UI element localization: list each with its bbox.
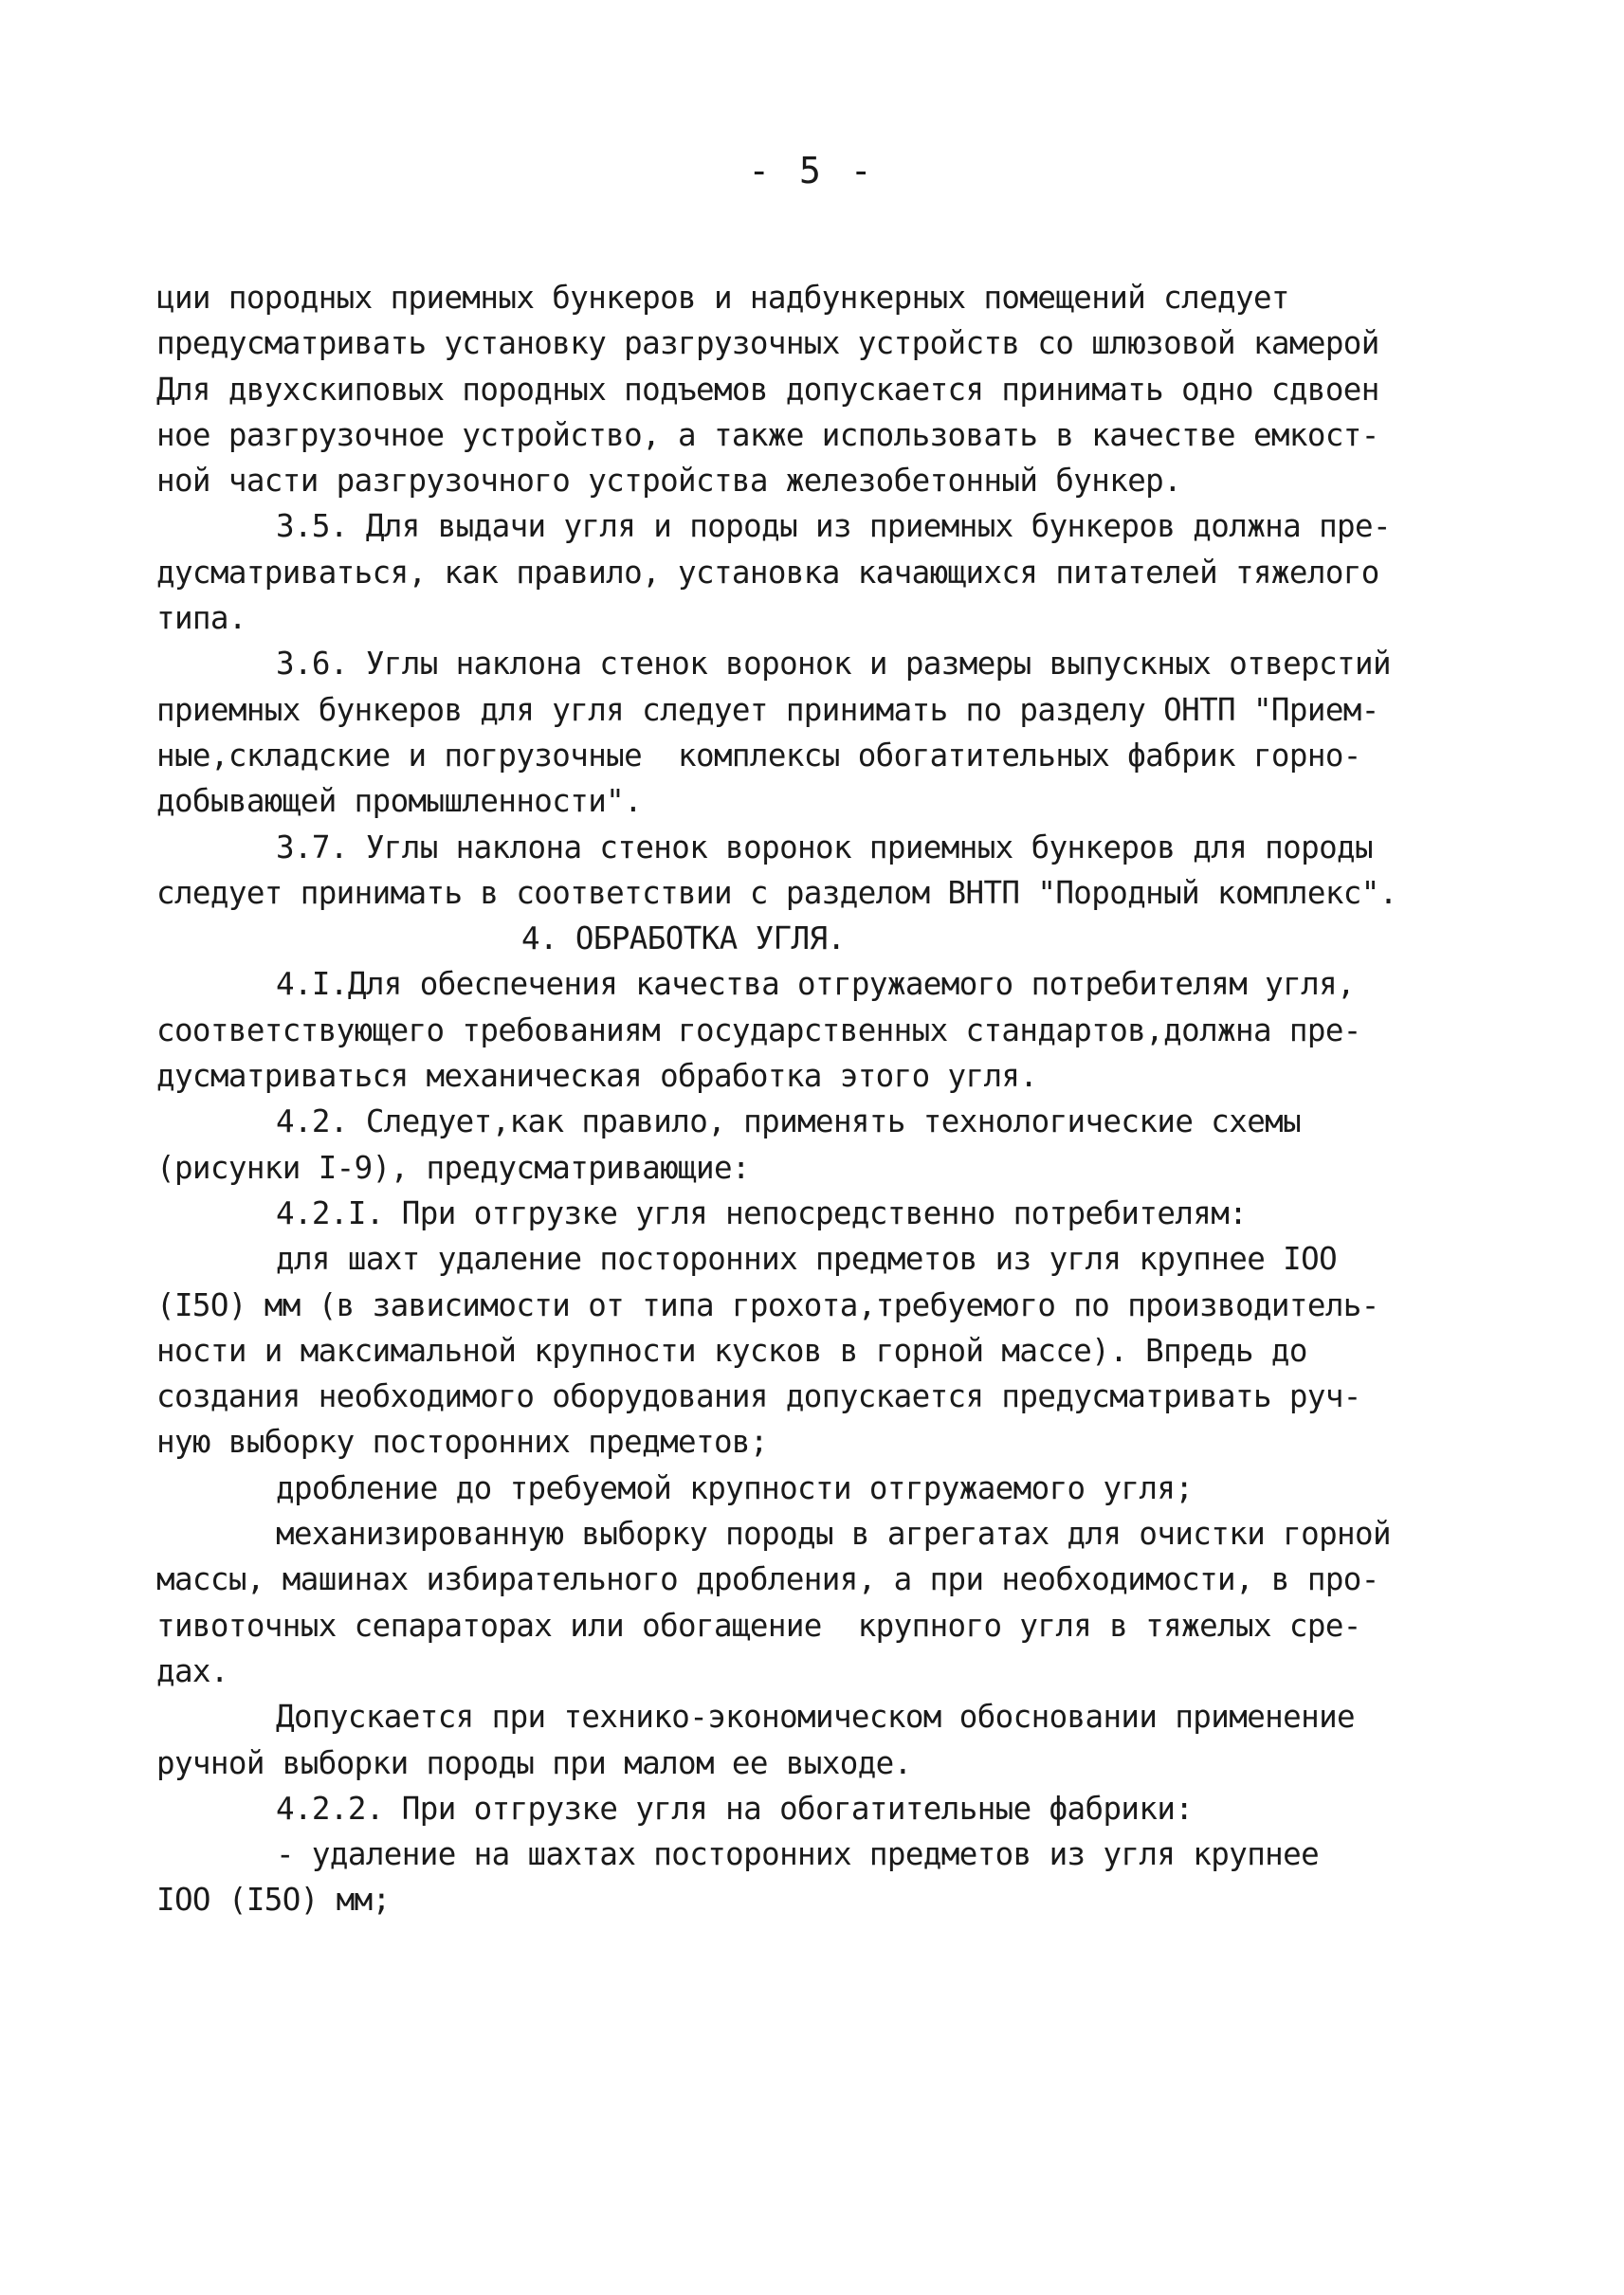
paragraph-3-5: 3.5. Для выдачи угля и породы из приемных бункеров должна пре-: [276, 508, 1391, 545]
text-line: добывающей промышленности".: [156, 783, 643, 820]
text-line: ное разгрузочное устройство, а также использовать в качестве емкост-: [156, 416, 1379, 453]
text-line: - удаление на шахтах посторонних предметов из угля крупнее: [276, 1836, 1320, 1873]
text-line: создания необходимого оборудования допускается предусматривать руч-: [156, 1378, 1361, 1415]
text-line: приемных бункеров для угля следует принимать по разделу ОНТП "Прием-: [156, 691, 1379, 728]
text-line: соответствующего требованиям государственных стандартов,должна пре-: [156, 1011, 1361, 1048]
paragraph-4-2-1: 4.2.I. При отгрузке угля непосредственно потребителям:: [276, 1194, 1248, 1231]
text-line: дах.: [156, 1652, 228, 1689]
text-line: IOO (I5O) мм;: [156, 1882, 391, 1919]
text-line: следует принимать в соответствии с разделом ВНТП "Породный комплекс".: [156, 874, 1397, 911]
text-line: массы, машинах избирательного дробления, а при необходимости, в про-: [156, 1561, 1379, 1598]
text-line: ности и максимальной крупности кусков в горной массе). Впредь до: [156, 1332, 1307, 1369]
text-line: тивоточных сепараторах или обогащение крупного угля в тяжелых сре-: [156, 1607, 1361, 1644]
paragraph-4-2-2: 4.2.2. При отгрузке угля на обогатительные фабрики:: [276, 1790, 1194, 1827]
text-line: (I5O) мм (в зависимости от типа грохота,требуемого по производитель-: [156, 1286, 1379, 1323]
text-line: механизированную выборку породы в агрегатах для очистки горной: [276, 1516, 1391, 1553]
text-line: ную выборку посторонних предметов;: [156, 1424, 768, 1461]
text-line: ции породных приемных бункеров и надбункерных помещений следует: [156, 280, 1289, 316]
paragraph-3-7: 3.7. Углы наклона стенок воронок приемных бункеров для породы: [276, 829, 1373, 865]
text-line: ные,складские и погрузочные комплексы обогатительных фабрик горно-: [156, 737, 1361, 774]
text-line: Для двухскиповых породных подъемов допускается принимать одно сдвоен: [156, 371, 1379, 408]
page-number: - 5 -: [748, 150, 876, 191]
text-line: дусматриваться механическая обработка этого угля.: [156, 1058, 1038, 1095]
text-line: дусматриваться, как правило, установка качающихся питателей тяжелого: [156, 554, 1379, 591]
section-heading: 4. ОБРАБОТКА УГЛЯ.: [521, 920, 846, 957]
text-line: (рисунки I-9), предусматривающие:: [156, 1149, 750, 1186]
paragraph-4-1: 4.I.Для обеспечения качества отгружаемого потребителям угля,: [276, 966, 1355, 1003]
text-line: ручной выборки породы при малом ее выходе.: [156, 1744, 912, 1781]
text-line: ной части разгрузочного устройства железобетонный бункер.: [156, 463, 1182, 500]
text-line: дробление до требуемой крупности отгружаемого угля;: [276, 1469, 1194, 1506]
text-line: предусматривать установку разгрузочных устройств со шлюзовой камерой: [156, 325, 1379, 362]
text-line: типа.: [156, 600, 246, 637]
paragraph-3-6: 3.6. Углы наклона стенок воронок и размеры выпускных отверстий: [276, 646, 1391, 683]
paragraph-4-2: 4.2. Следует,как правило, применять технологические схемы: [276, 1103, 1302, 1140]
body-text: [156, 275, 1484, 1923]
text-line: для шахт удаление посторонних предметов из угля крупнее IOO: [276, 1241, 1338, 1278]
text-line: Допускается при технико-экономическом обосновании применение: [276, 1699, 1355, 1736]
